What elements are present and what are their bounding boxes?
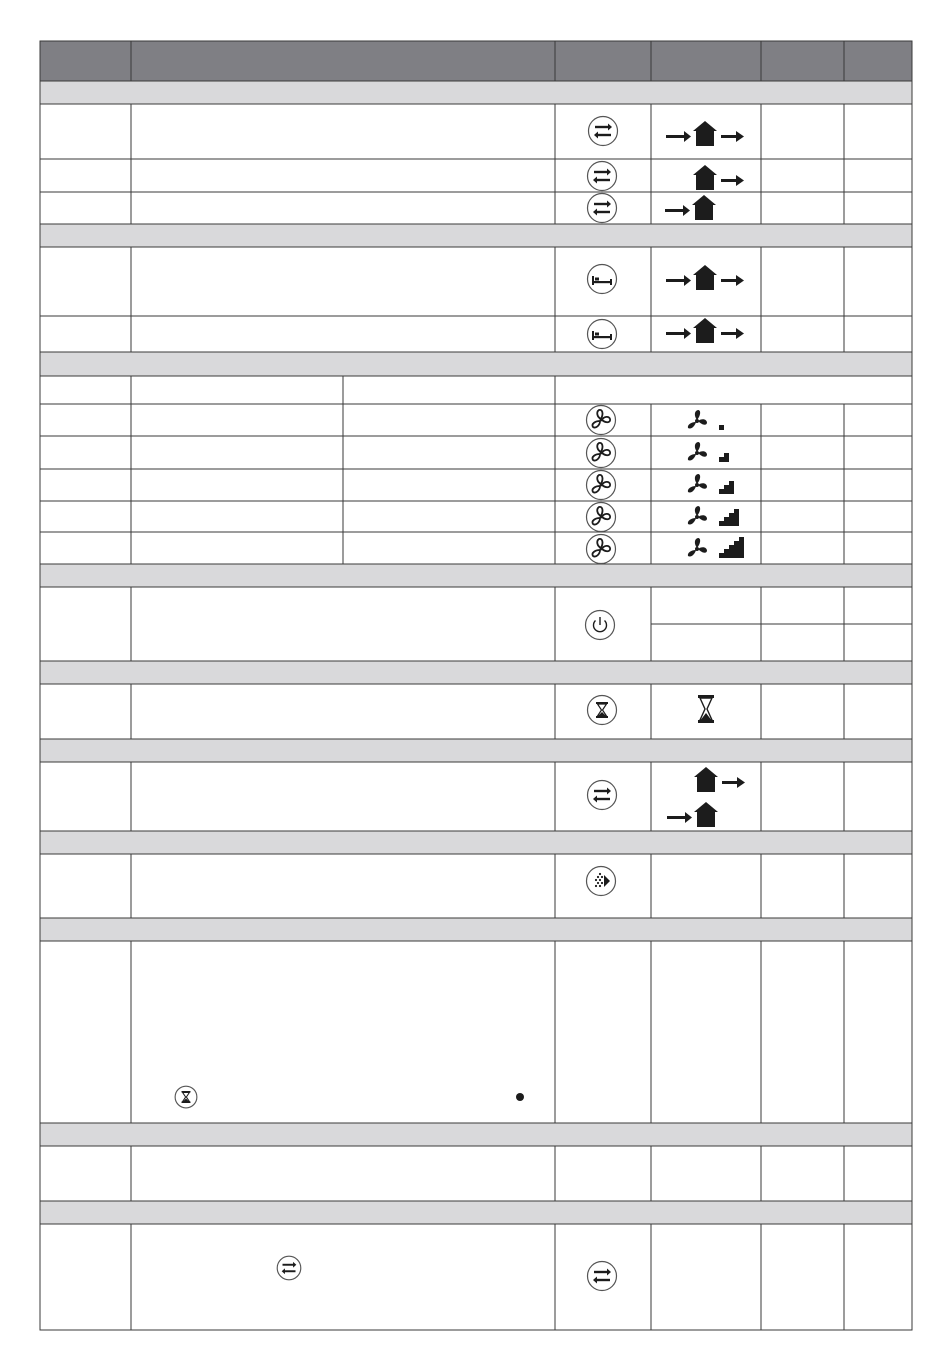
bed-icon [586,263,618,295]
hourglass-icon [174,1085,198,1109]
house-exhaust-and-supply-icon [665,763,747,829]
fan-icon [585,501,617,533]
fan-speed-2-icon [685,440,751,466]
house-through-flow-icon [664,263,746,291]
swap-arrows-icon [586,779,618,811]
fan-icon [585,437,617,469]
swap-arrows-icon [587,115,619,147]
section-header-ventilation-modes [40,81,912,104]
section-header-fan-speeds [40,352,912,376]
power-icon [584,609,616,641]
dotted-arrow-icon [585,865,617,897]
table-header [40,41,912,81]
swap-arrows-icon [276,1255,302,1281]
hourglass-icon [696,694,716,724]
fan-speed-4-icon [685,504,751,530]
hourglass-icon [586,694,618,726]
house-exhaust-icon [690,163,746,191]
swap-arrows-icon [586,192,618,224]
section-header-timer [40,661,912,684]
fan-speed-3-icon [685,472,751,498]
bullet-dot-icon [515,1092,525,1102]
section-header-blank [40,1123,912,1146]
section-header-power [40,564,912,587]
swap-arrows-icon [586,1260,618,1292]
section-header-notes [40,918,912,941]
fan-icon [585,404,617,436]
section-header-night-modes [40,224,912,247]
fan-speed-1-icon [685,408,751,434]
section-header-pairing [40,831,912,854]
bed-icon [586,318,618,350]
fan-icon [585,469,617,501]
fan-speed-5-icon [685,536,751,562]
fan-icon [585,533,617,565]
section-header-direction [40,739,912,762]
house-through-flow-icon [664,119,746,147]
house-supply-icon [663,193,719,221]
section-header-reset [40,1201,912,1224]
swap-arrows-icon [586,160,618,192]
house-through-flow-icon [664,316,746,344]
